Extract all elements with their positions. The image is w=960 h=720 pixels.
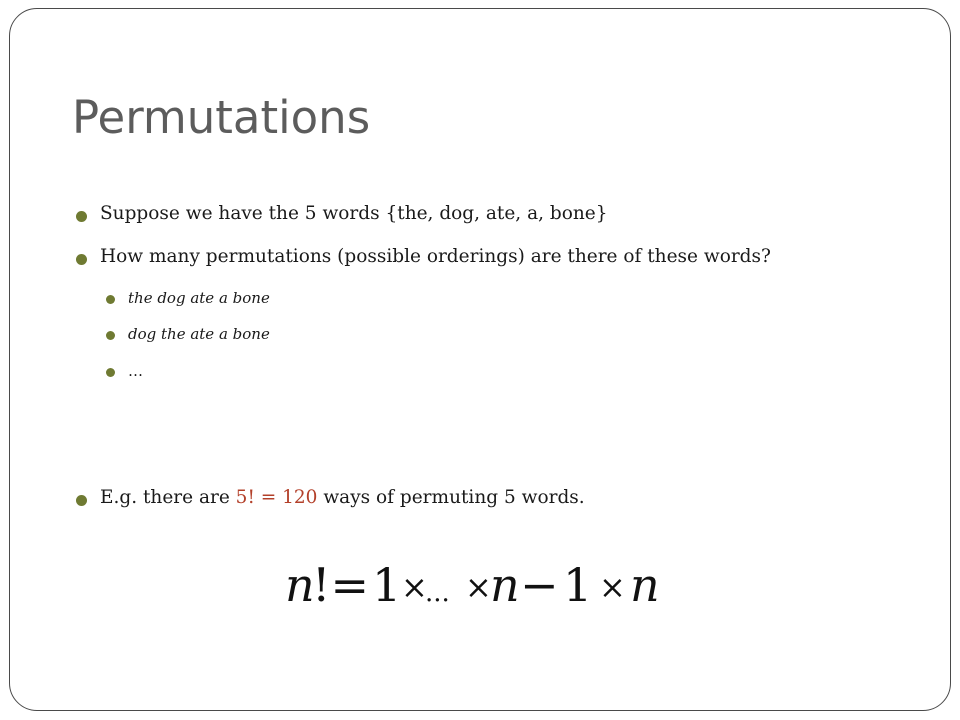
formula-factorial-equals: !=	[312, 558, 370, 612]
formula-n: n	[630, 558, 660, 612]
formula-times: ×	[599, 568, 626, 606]
example-suffix: ways of permuting 5 words.	[317, 487, 585, 508]
sub-bullet-dot-icon	[106, 295, 115, 304]
sub-bullet-text: dog the ate a bone	[128, 325, 270, 343]
formula-one: 1	[372, 558, 402, 612]
formula-minus: −	[520, 558, 559, 612]
bullet-dot-icon	[76, 495, 87, 506]
example-prefix: E.g. there are	[100, 487, 236, 508]
sub-bullet-item	[128, 325, 270, 343]
sub-bullet-text: the dog ate a bone	[128, 289, 270, 307]
sub-bullet-text: …	[128, 362, 143, 380]
slide-frame	[9, 8, 951, 711]
bullet-text: How many permutations (possible orderings) are there of these words?	[100, 246, 771, 267]
bullet-dot-icon	[76, 211, 87, 222]
bullet-text: Suppose we have the 5 words {the, dog, ate, a, bone}	[100, 203, 608, 224]
factorial-formula	[285, 554, 685, 614]
bullet-dot-icon	[76, 254, 87, 265]
formula-ellipsis: ...	[425, 578, 450, 608]
formula-one: 1	[563, 558, 593, 612]
formula-n: n	[285, 558, 315, 612]
formula-times: ×	[401, 568, 428, 606]
bullet-item	[100, 203, 607, 224]
formula-n: n	[490, 558, 520, 612]
sub-bullet-dot-icon	[106, 368, 115, 377]
example-highlight: 5! = 120	[235, 487, 318, 508]
bullet-item	[100, 246, 771, 267]
sub-bullet-item	[128, 362, 143, 380]
slide-title: Permutations	[72, 91, 371, 144]
sub-bullet-item	[128, 289, 270, 307]
sub-bullet-dot-icon	[106, 331, 115, 340]
example-bullet	[100, 487, 585, 508]
formula-times: ×	[465, 568, 492, 606]
